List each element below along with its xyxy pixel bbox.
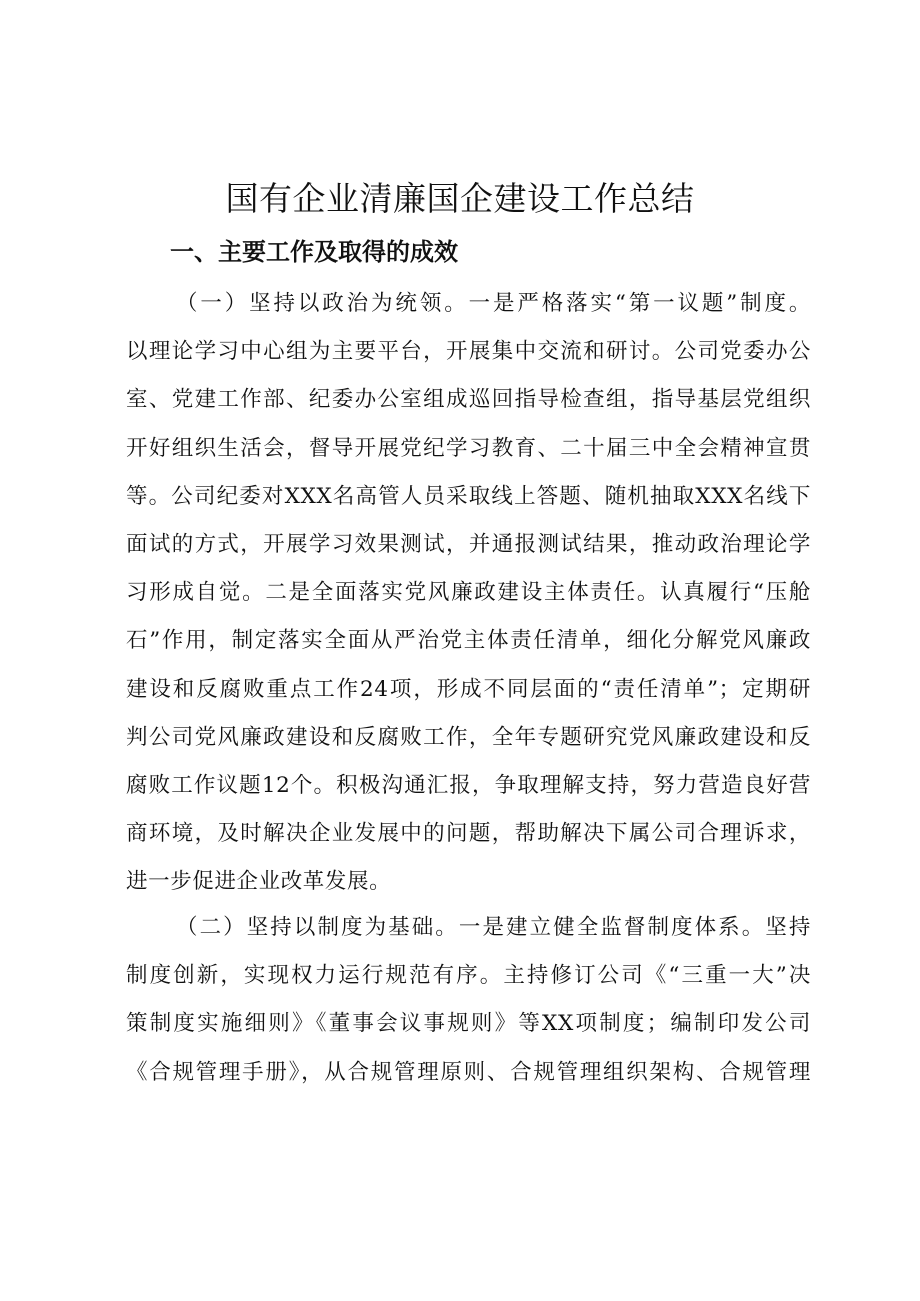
paragraph-line: 以理论学习中心组为主要平台，开展集中交流和研讨。公司党委办公 xyxy=(126,339,811,365)
paragraph-line: （一）坚持以政治为统领。一是严格落实“第一议题”制度。 xyxy=(176,291,811,316)
paragraph-institutional-foundation xyxy=(126,904,811,1097)
document-title: 国有企业清廉国企建设工作总结 xyxy=(225,179,695,218)
paragraph-line: 判公司党风廉政建设和反腐败工作，全年专题研究党风廉政建设和反 xyxy=(126,724,811,750)
paragraph-line: 等。公司纪委对XXX名高管人员采取线上答题、随机抽取XXX名线下 xyxy=(126,483,811,509)
paragraph-political-leadership xyxy=(126,280,811,906)
paragraph-line: 策制度实施细则》《董事会议事规则》等XX项制度；编制印发公司 xyxy=(126,1011,811,1037)
paragraph-line: 《合规管理手册》，从合规管理原则、合规管理组织架构、合规管理 xyxy=(126,1059,811,1085)
paragraph-line: 商环境，及时解决企业发展中的问题，帮助解决下属公司合理诉求， xyxy=(126,821,811,847)
paragraph-line: 制度创新，实现权力运行规范有序。主持修订公司《“三重一大”决 xyxy=(126,963,811,989)
paragraph-line: 建设和反腐败重点工作24项，形成不同层面的“责任清单”；定期研 xyxy=(126,676,811,702)
paragraph-line: （二）坚持以制度为基础。一是建立健全监督制度体系。坚持 xyxy=(176,915,811,940)
paragraph-line: 面试的方式，开展学习效果测试，并通报测试结果，推动政治理论学 xyxy=(126,531,811,557)
paragraph-line: 腐败工作议题12个。积极沟通汇报，争取理解支持，努力营造良好营 xyxy=(126,772,811,798)
paragraph-line: 进一步促进企业改革发展。 xyxy=(126,869,392,895)
paragraph-line: 开好组织生活会，督导开展党纪学习教育、二十届三中全会精神宣贯 xyxy=(126,435,811,461)
section-heading: 一、主要工作及取得的成效 xyxy=(170,238,458,266)
paragraph-line: 室、党建工作部、纪委办公室组成巡回指导检查组，指导基层党组织 xyxy=(126,387,811,413)
paragraph-line: 石”作用，制定落实全面从严治党主体责任清单，细化分解党风廉政 xyxy=(126,628,811,654)
paragraph-line: 习形成自觉。二是全面落实党风廉政建设主体责任。认真履行“压舱 xyxy=(126,580,811,606)
